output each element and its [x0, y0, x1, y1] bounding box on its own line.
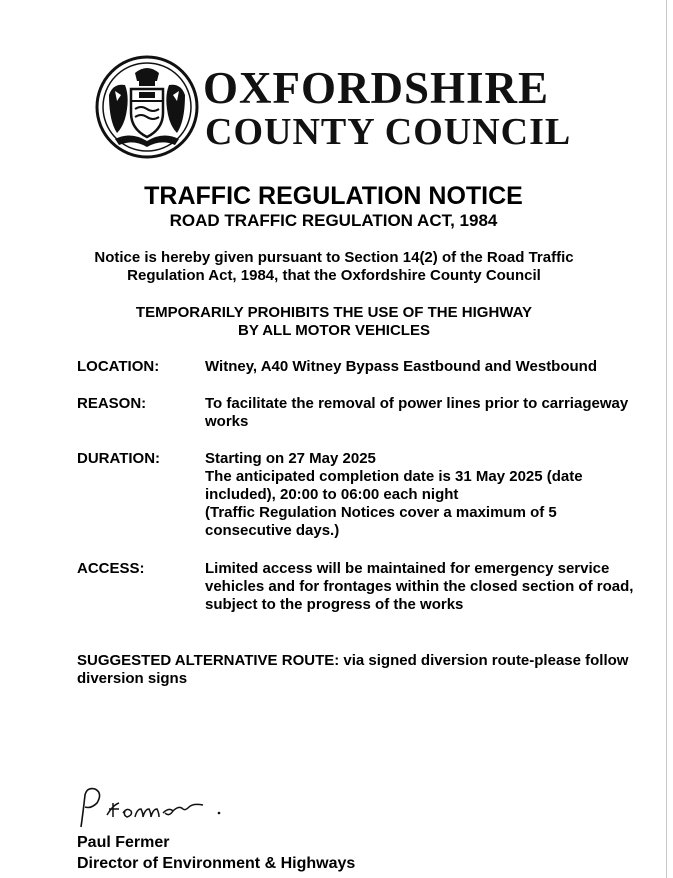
page-edge-divider [666, 0, 667, 878]
signatory-name: Paul Fermer [77, 834, 170, 851]
duration-start: Starting on 27 May 2025 [205, 450, 376, 467]
access-value: Limited access will be maintained for emergency service vehicles and for frontages within the closed section of road, subject to the progress of the works [205, 560, 634, 613]
duration-note: (Traffic Regulation Notices cover a maximum of 5 consecutive days.) [205, 504, 557, 539]
access-label: ACCESS: [77, 560, 145, 577]
location-value: Witney, A40 Witney Bypass Eastbound and Westbound [205, 358, 597, 375]
council-logo [95, 55, 571, 160]
notice-title: TRAFFIC REGULATION NOTICE [144, 182, 523, 210]
council-crest-icon [95, 55, 199, 159]
duration-value [205, 450, 643, 540]
prohibition-line-2: BY ALL MOTOR VEHICLES [238, 322, 430, 339]
prohibition-statement [60, 304, 608, 340]
reason-value: To facilitate the removal of power lines prior to carriageway works [205, 395, 629, 430]
notice-intro: Notice is hereby given pursuant to Section 14(2) of the Road Traffic Regulation Act, 1984, that the Oxfordshire County Council [94, 249, 574, 284]
signature-icon [73, 783, 233, 831]
organisation-name [203, 65, 571, 153]
notice-subtitle: ROAD TRAFFIC REGULATION ACT, 1984 [169, 211, 498, 230]
signatory-role: Director of Environment & Highways [77, 855, 356, 872]
duration-label: DURATION: [77, 450, 161, 467]
alternative-route: SUGGESTED ALTERNATIVE ROUTE: via signed diversion route-please follow diversion signs [77, 652, 629, 687]
location-label: LOCATION: [77, 358, 160, 375]
organisation-name-line2: COUNTY COUNCIL [205, 111, 572, 153]
prohibition-line-1: TEMPORARILY PROHIBITS THE USE OF THE HIGHWAY [135, 304, 533, 321]
reason-label: REASON: [77, 395, 147, 412]
organisation-name-line1: OXFORDSHIRE [203, 63, 550, 113]
duration-completion: The anticipated completion date is 31 May 2025 (date included), 20:00 to 06:00 each night [205, 468, 583, 503]
